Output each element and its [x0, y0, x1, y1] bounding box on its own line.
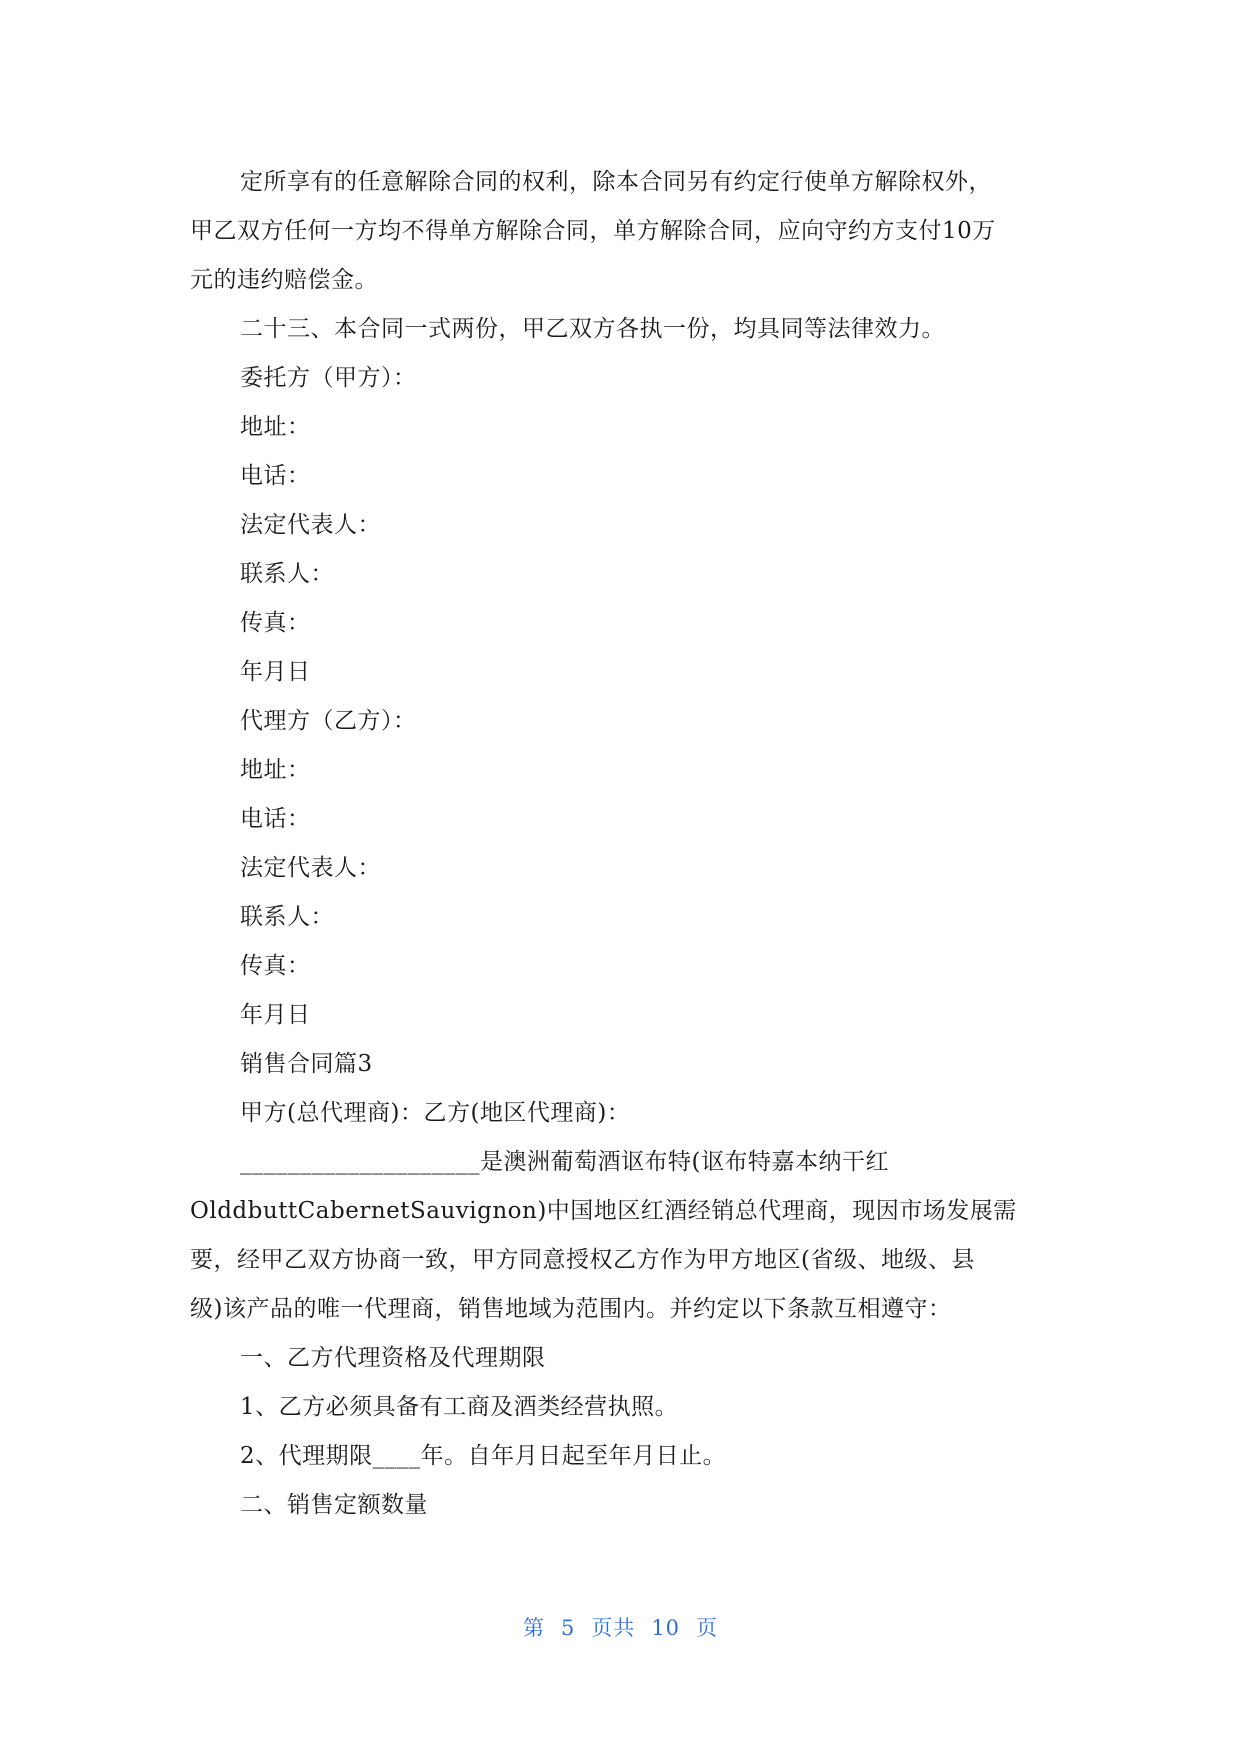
- text-line: 甲乙双方任何一方均不得单方解除合同，单方解除合同，应向守约方支付10万: [190, 218, 996, 244]
- text-line: 二十三、本合同一式两份，甲乙双方各执一份，均具同等法律效力。: [240, 316, 945, 342]
- text-line: 一、乙方代理资格及代理期限: [240, 1345, 546, 1371]
- document-body: [190, 158, 1060, 1530]
- text-line: 2、代理期限____年。自年月日起至年月日止。: [240, 1443, 727, 1469]
- text-line: 甲方(总代理商)：乙方(地区代理商)：: [240, 1100, 631, 1126]
- text-line: 年月日: [240, 659, 311, 685]
- footer-current-page: 5: [560, 1616, 576, 1640]
- text-line: OlddbuttCabernetSauvignon)中国地区红酒经销总代理商，现因市场发展需: [190, 1198, 1017, 1224]
- text-line: 传真：: [240, 610, 311, 636]
- text-line: 定所享有的任意解除合同的权利，除本合同另有约定行使单方解除权外，: [240, 169, 992, 195]
- text-line: 年月日: [240, 1002, 311, 1028]
- text-line: 级)该产品的唯一代理商，销售地域为范围内。并约定以下条款互相遵守：: [190, 1296, 952, 1322]
- text-line: 联系人：: [240, 904, 334, 930]
- footer-middle: 页共: [591, 1616, 636, 1640]
- footer-prefix: 第: [522, 1616, 545, 1640]
- text-line: 元的违约赔偿金。: [190, 267, 378, 293]
- text-line: 地址：: [240, 414, 311, 440]
- footer-suffix: 页: [696, 1616, 719, 1640]
- footer-total-pages: 10: [651, 1616, 681, 1640]
- text-line: 法定代表人：: [240, 855, 381, 881]
- page-footer: [0, 1612, 1241, 1642]
- text-line: 1、乙方必须具备有工商及酒类经营执照。: [240, 1394, 679, 1420]
- text-line: 联系人：: [240, 561, 334, 587]
- text-line: 要，经甲乙双方协商一致，甲方同意授权乙方作为甲方地区(省级、地级、县: [190, 1247, 975, 1273]
- text-line: 销售合同篇3: [240, 1051, 373, 1077]
- text-line: 委托方（甲方）：: [240, 365, 417, 391]
- text-line: 电话：: [240, 806, 311, 832]
- text-line: 传真：: [240, 953, 311, 979]
- text-line: 地址：: [240, 757, 311, 783]
- text-line: 代理方（乙方）：: [240, 708, 417, 734]
- text-line: ____________________是澳洲葡萄酒讴布特(讴布特嘉本纳干红: [240, 1149, 889, 1175]
- text-line: 二、销售定额数量: [240, 1492, 428, 1518]
- text-line: 法定代表人：: [240, 512, 381, 538]
- text-line: 电话：: [240, 463, 311, 489]
